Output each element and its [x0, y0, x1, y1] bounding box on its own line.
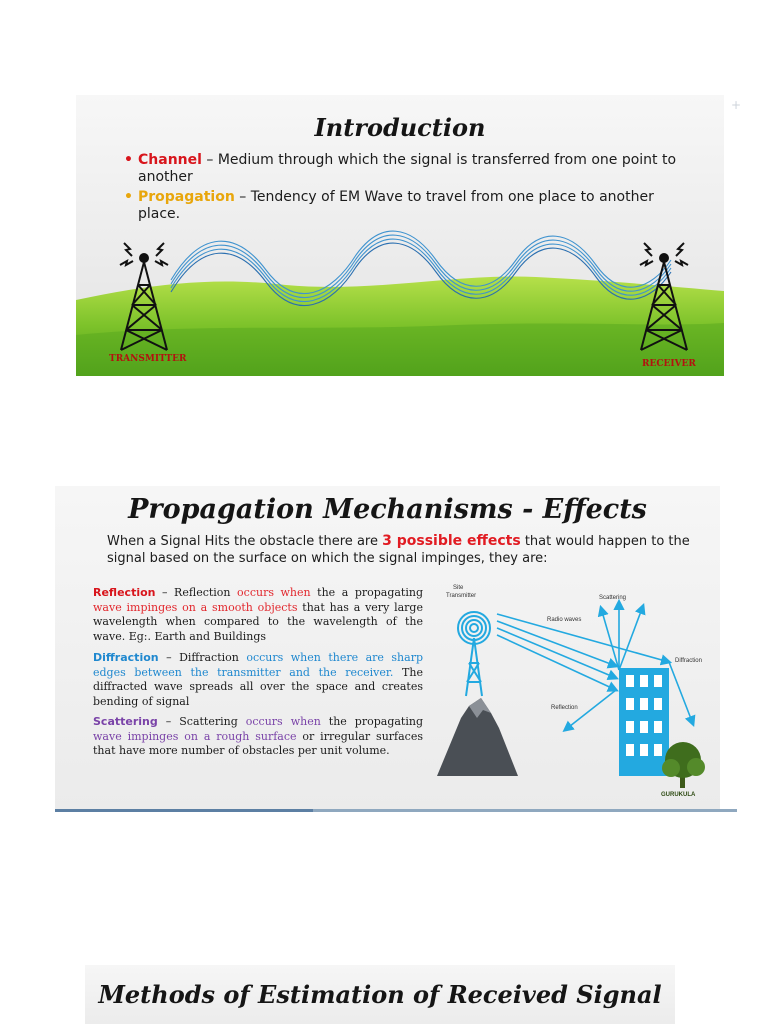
- radio-waves-label: Radio waves: [547, 617, 582, 623]
- text-span: – Reflection: [155, 586, 238, 599]
- transmitter-mast-icon: [458, 612, 490, 696]
- transmitter-label: TRANSMITTER: [109, 354, 187, 364]
- reflection-term: Reflection: [93, 586, 156, 599]
- diffraction-paragraph: [93, 651, 423, 709]
- text-span: occurs when: [237, 586, 311, 599]
- text-span: wave impinges on a smooth objects: [93, 600, 298, 614]
- text-span: – Diffraction: [158, 651, 247, 664]
- definition-propagation: – Tendency of EM Wave to travel from one place to another place.: [138, 189, 654, 222]
- diffraction-term: Diffraction: [93, 651, 159, 664]
- propagation-diagram: [433, 578, 720, 806]
- list-item: [124, 189, 694, 223]
- text-span: the a propagating: [310, 586, 424, 599]
- bullet-dot: •: [124, 152, 133, 168]
- bullet-dot: •: [124, 189, 133, 205]
- intro-before: When a Signal Hits the obstacle there are: [107, 534, 383, 549]
- scattering-term: Scattering: [93, 715, 158, 728]
- text-span: or irregular surfaces that have more number of obstacles per unit volume.: [93, 729, 423, 757]
- site-transmitter-label: Transmitter: [446, 593, 477, 599]
- diffraction-label: Diffraction: [675, 658, 702, 664]
- text-span: the propagating: [320, 715, 423, 728]
- reflection-paragraph: [93, 586, 423, 644]
- slide-propagation-mechanisms: [55, 486, 720, 810]
- slide-title: Methods of Estimation of Received Signal: [98, 980, 662, 1009]
- list-item: [124, 152, 694, 186]
- building-icon: [619, 668, 669, 776]
- scattering-paragraph: [93, 715, 423, 759]
- logo-text: GURUKULA: [661, 792, 696, 798]
- slide-title: Propagation Mechanisms - Effects: [128, 494, 647, 525]
- term-propagation: Propagation: [138, 189, 235, 205]
- slide-methods-of-estimation: [85, 965, 675, 1024]
- text-span: occurs when: [245, 715, 321, 728]
- site-transmitter-label: Site: [453, 585, 464, 591]
- definition-channel: – Medium through which the signal is transferred from one point to another: [138, 152, 677, 185]
- text-span: – Scattering: [157, 715, 246, 728]
- intro-text: [107, 533, 697, 567]
- intro-highlight: 3 possible effects: [382, 533, 521, 549]
- definition-list: [124, 152, 694, 226]
- corner-mark: +: [731, 98, 742, 112]
- scattering-label: Scattering: [599, 595, 627, 601]
- intro-after: that would happen to the signal based on the surface on which the signal impinges, they are:: [107, 534, 690, 566]
- term-channel: Channel: [138, 152, 202, 168]
- slide-title: Introduction: [314, 113, 486, 142]
- text-span: wave impinges on a rough surface: [93, 729, 297, 743]
- text-span: that has a very large wavelength when compared to the wavelength of the wave. Eg:. Earth and Buildings: [93, 600, 423, 643]
- reflection-label: Reflection: [551, 705, 578, 711]
- divider-bar-accent: [55, 809, 313, 812]
- text-span: occurs when there are sharp edges between the transmitter and the receiver.: [93, 651, 423, 679]
- slide-introduction: [76, 95, 724, 376]
- receiver-label: RECEIVER: [642, 359, 696, 369]
- text-span: The diffracted wave spreads all over the space and creates bending of signal: [93, 665, 423, 708]
